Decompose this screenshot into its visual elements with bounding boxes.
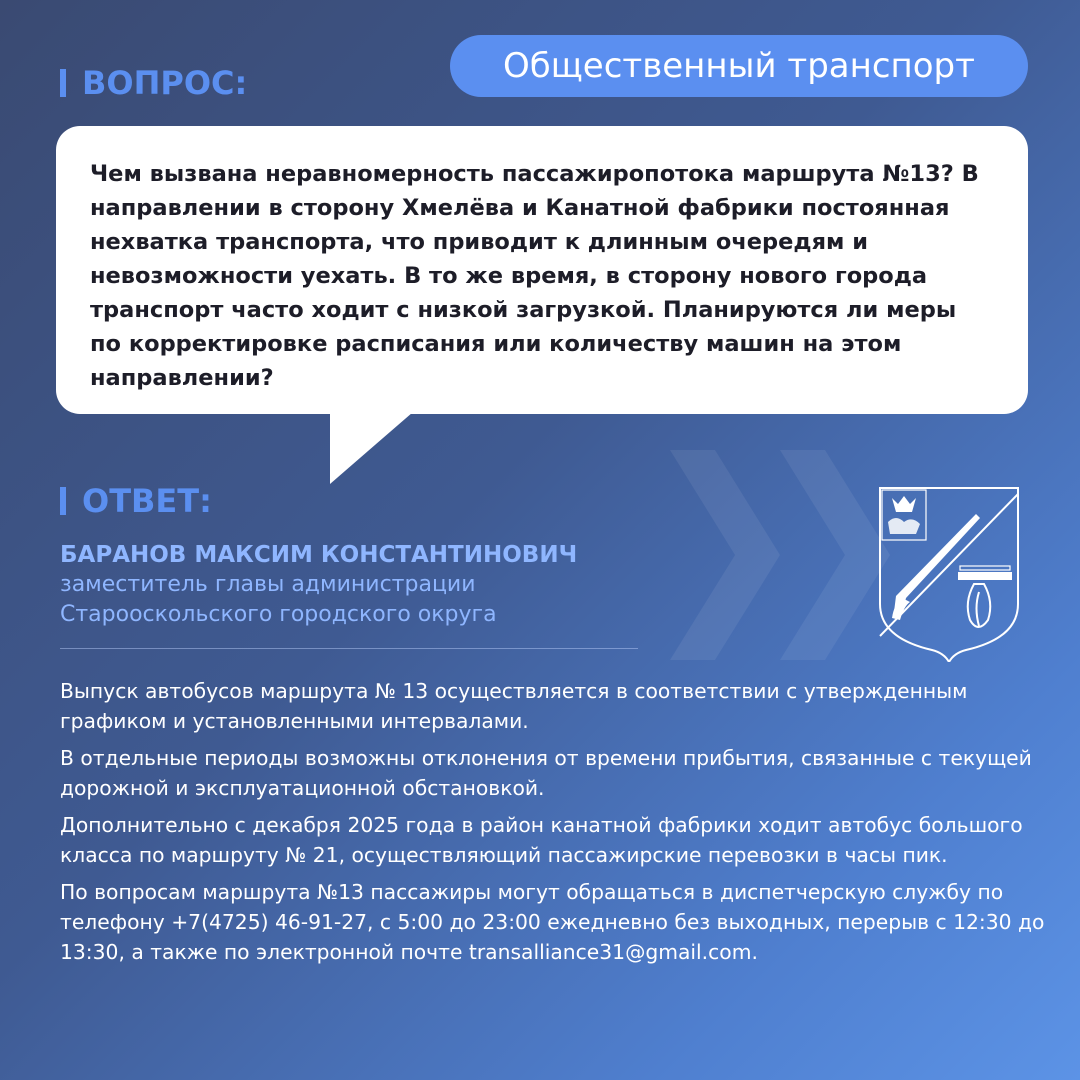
heading-bar <box>60 487 66 515</box>
topic-badge: Общественный транспорт <box>450 35 1028 97</box>
city-coat-of-arms-icon <box>876 486 1022 662</box>
answer-paragraph: В отдельные периоды возможны отклонения от времени прибытия, связанные с текущей дорожной и эксплуатационной обстановкой. <box>60 746 1032 800</box>
answer-paragraph: По вопросам маршрута №13 пассажиры могут обращаться в диспетчерскую службу по телефону +7(4725) 46-91-27, с 5:00 до 23:00 ежедневно без выходных, перерыв с 12:30 до 13:30, а также по электронной почте transalliance31@gmail.com. <box>60 880 1045 964</box>
heading-bar <box>60 69 66 97</box>
answer-label: ОТВЕТ: <box>82 482 212 520</box>
question-heading <box>60 64 247 102</box>
answer-paragraph: Дополнительно с декабря 2025 года в район канатной фабрики ходит автобус большого класса по маршруту № 21, осуществляющий пассажирские перевозки в часы пик. <box>60 813 1023 867</box>
respondent-position-line2: Старооскольского городского округа <box>60 602 497 627</box>
question-bubble <box>56 126 1028 414</box>
question-label: ВОПРОС: <box>82 64 248 102</box>
respondent-position-line1: заместитель главы администрации <box>60 572 476 597</box>
divider <box>60 648 638 649</box>
respondent-name: БАРАНОВ МАКСИМ КОНСТАНТИНОВИЧ <box>60 542 578 568</box>
question-text: Чем вызвана неравномерность пассажиропотока маршрута №13? В направлении в сторону Хмелёва и Канатной фабрики постоянная нехватка транспорта, что приводит к длинным очередям и невозможности уехать. В то же время, в сторону нового города транспорт часто ходит с низкой загрузкой. Планируются ли меры по корректировке расписания или количеству машин на этом направлении? <box>90 161 979 391</box>
respondent-block <box>60 540 577 630</box>
answer-paragraph: Выпуск автобусов маршрута № 13 осуществляется в соответствии с утвержденным графиком и установленными интервалами. <box>60 679 968 733</box>
answer-body <box>60 676 1050 974</box>
double-chevron-icon <box>670 450 890 660</box>
answer-heading <box>60 482 212 520</box>
bubble-tail <box>330 406 420 484</box>
